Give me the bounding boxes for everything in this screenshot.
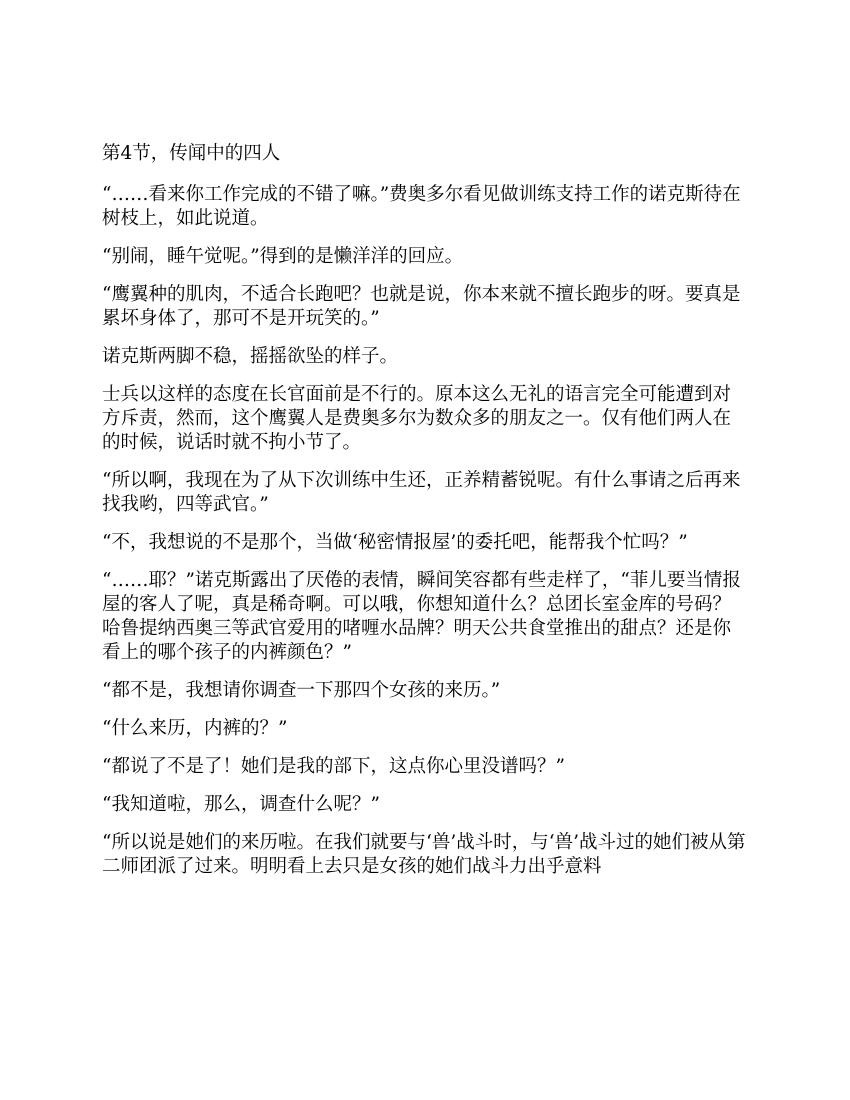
paragraph: “所以啊，我现在为了从下次训练中生还，正养精蓄锐呢。有什么事请之后再来找我哟，四等武官。” (102, 470, 741, 515)
paragraph: “不，我想说的不是那个，当做‘秘密情报屋’的委托吧，能帮我个忙吗？” (102, 532, 688, 553)
paragraph: “都不是，我想请你调查一下那四个女孩的来历。” (102, 680, 501, 701)
paragraph: 诺克斯两脚不稳，摇摇欲坠的样子。 (102, 346, 399, 367)
paragraph: “……耶？”诺克斯露出了厌倦的表情，瞬间笑容都有些走样了，“菲儿要当情报屋的客人了呢，真是稀奇啊。可以哦，你想知道什么？总团长室金库的号码？哈鲁提纳西奥三等武官爱用的啫喱水品牌？明天公共食堂推出的甜点？还是你看上的哪个孩子的内裤颜色？” (102, 570, 741, 663)
paragraph: “所以说是她们的来历啦。在我们就要与‘兽’战斗时，与‘兽’战斗过的她们被从第二师团派了过来。明明看上去只是女孩的她们战斗力出乎意料 (102, 832, 746, 877)
document-body (102, 142, 748, 893)
paragraph: “我知道啦，那么，调查什么呢？” (102, 794, 380, 815)
paragraph: “鹰翼种的肌肉，不适合长跑吧？也就是说，你本来就不擅长跑步的呀。要真是累坏身体了，那可不是开玩笑的。” (102, 284, 741, 329)
paragraph: “都说了不是了！她们是我的部下，这点你心里没谱吗？” (102, 756, 565, 777)
paragraph: “别闹，睡午觉呢。”得到的是懒洋洋的回应。 (102, 246, 464, 267)
chapter-title: 第4节，传闻中的四人 (102, 143, 281, 164)
paragraph: “什么来历，内裤的？” (102, 718, 288, 739)
paragraph: “……看来你工作完成的不错了嘛。”费奥多尔看见做训练支持工作的诺克斯待在树枝上，如此说道。 (102, 184, 741, 229)
paragraph: 士兵以这样的态度在长官面前是不行的。原本这么无礼的语言完全可能遭到对方斥责，然而，这个鹰翼人是费奥多尔为数众多的朋友之一。仅有他们两人在的时候，说话时就不拘小节了。 (102, 384, 732, 453)
